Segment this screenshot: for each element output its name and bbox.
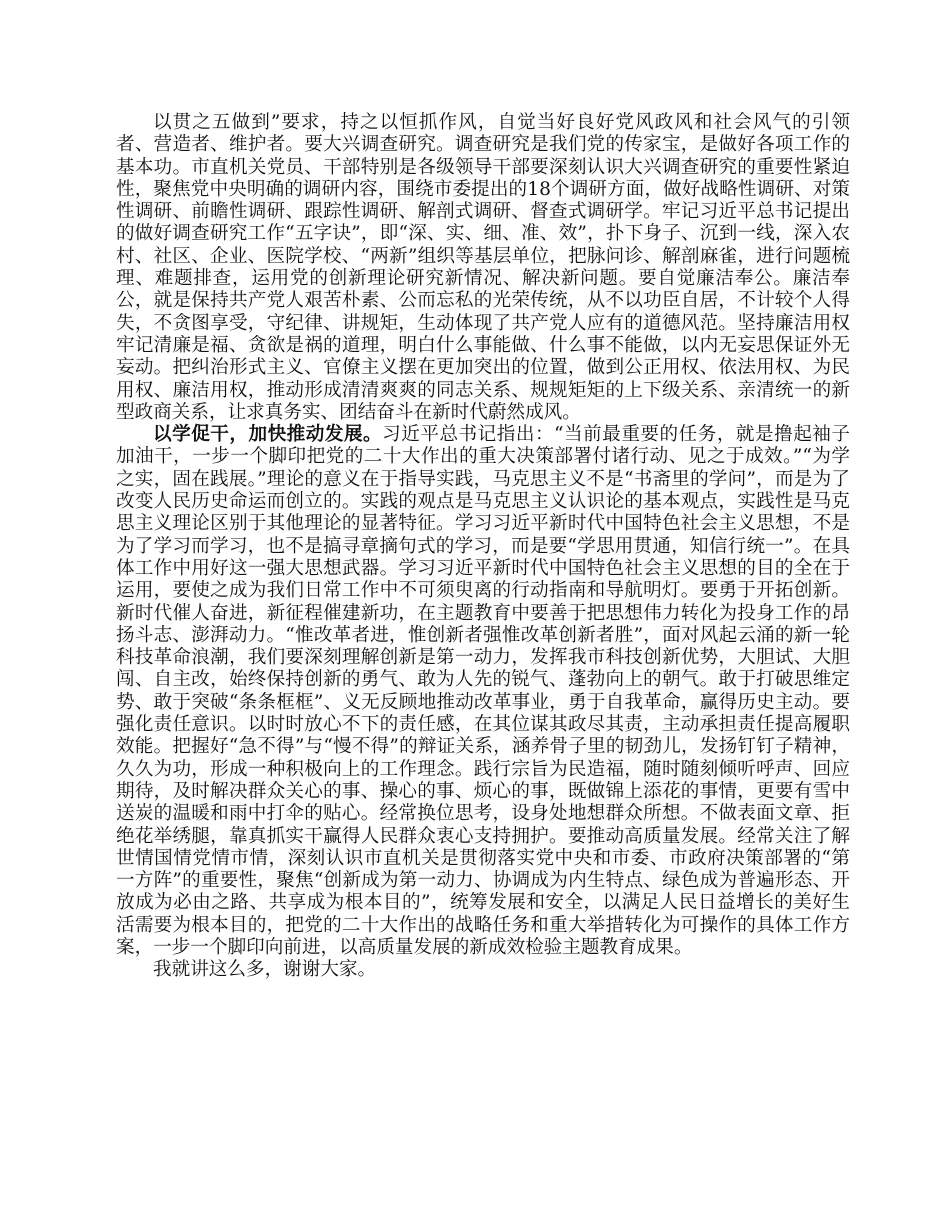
paragraph-closing: 我就讲这么多，谢谢大家。 [153, 959, 377, 981]
paragraph-heading: 以学促干，加快推动发展。 [153, 424, 383, 446]
paragraph-continuation: 以贯之五做到”要求，持之以恒抓作风，自觉当好良好党风政风和社会风气的引领者、营造者、维护者。要大兴调查研究。调查研究是我们党的传家宝，是做好各项工作的基本功。市直机关党员、干部特别是各级领导干部要深刻认识大兴调查研究的重要性紧迫性，聚焦党中央明确的调研内容，围绕市委提出的18个调研方面，做好战略性调研、对策性调研、前瞻性调研、跟踪性调研、解剖式调研、督查式调研学。牢记习近平总书记提出的做好调查研究工作“五字诀”，即“深、实、细、准、效”，扑下身子、沉到一线，深入农村、社区、企业、医院学校、“两新”组织等基层单位，把脉问诊、解剖麻雀，进行问题梳理、难题排查，运用党的创新理论研究新情况、解决新问题。要自觉廉洁奉公。廉洁奉公，就是保持共产党人艰苦朴素、公而忘私的光荣传统，从不以功臣自居，不计较个人得失，不贪图享受，守纪律、讲规矩，生动体现了共产党人应有的道德风范。坚持廉洁用权牢记清廉是福、贪欲是祸的道理，明白什么事能做、什么事不能做，以内无妄思保证外无妄动。把纠治形式主义、官僚主义摆在更加突出的位置，做到公正用权、依法用权、为民用权、廉洁用权，推动形成清清爽爽的同志关系、规规矩矩的上下级关系、亲清统一的新型政商关系，让求真务实、团结奋斗在新时代蔚然成风。 [116, 112, 850, 423]
document-body [116, 112, 850, 982]
paragraph-body: 习近平总书记指出：“当前最重要的任务，就是撸起袖子加油干，一步一个脚印把党的二十大作出的重大决策部署付诸行动、见之于成效。”“为学之实，固在践展。”理论的意义在于指导实践，马克思主义不是“书斋里的学问”，而是为了改变人民历史命运而创立的。实践的观点是马克思主义认识论的基本观点，实践性是马克思主义理论区别于其他理论的显著特征。学习习近平新时代中国特色社会主义思想，不是为了学习而学习，也不是搞寻章摘句式的学习，而是要“学思用贯通，知信行统一”。在具体工作中用好这一强大思想武器。学习习近平新时代中国特色社会主义思想的目的全在于运用，要使之成为我们日常工作中不可须臾离的行动指南和导航明灯。要勇于开拓创新。新时代催人奋进，新征程催建新功，在主题教育中要善于把思想伟力转化为投身工作的昂扬斗志、澎湃动力。“惟改革者进，惟创新者强惟改革创新者胜”，面对风起云涌的新一轮科技革命浪潮，我们要深刻理解创新是第一动力，发挥我市科技创新优势，大胆试、大胆闯、自主改，始终保持创新的勇气、敢为人先的锐气、蓬勃向上的朝气。敢于打破思维定势、敢于突破“条条框框”、义无反顾地推动改革事业，勇于自我革命，赢得历史主动。要强化责任意识。以时时放心不下的责任感，在其位谋其政尽其责，主动承担责任提高履职效能。把握好“急不得”与“慢不得”的辩证关系，涵养骨子里的韧劲儿，发扬钉钉子精神，久久为功，形成一种积极向上的工作理念。践行宗旨为民造福，随时随刻倾听呼声、回应期待，及时解决群众关心的事、操心的事、烦心的事，既做锦上添花的事情，更要有雪中送炭的温暖和雨中打伞的贴心。经常换位思考，设身处地想群众所想。不做表面文章、拒绝花举绣腿，靠真抓实干赢得人民群众衷心支持拥护。要推动高质量发展。经常关注了解世情国情党情市情，深刻认识市直机关是贯彻落实党中央和市委、市政府决策部署的“第一方阵”的重要性，聚焦“创新成为第一动力、协调成为内生特点、绿色成为普遍形态、开放成为必由之路、共享成为根本目的”，统筹发展和安全，以满足人民日益增长的美好生活需要为根本目的，把党的二十大作出的战略任务和重大举措转化为可操作的具体工作方案，一步一个脚印向前进，以高质量发展的新成效检验主题教育成果。 [116, 424, 850, 958]
paragraph-study-promotes-work [116, 424, 850, 959]
